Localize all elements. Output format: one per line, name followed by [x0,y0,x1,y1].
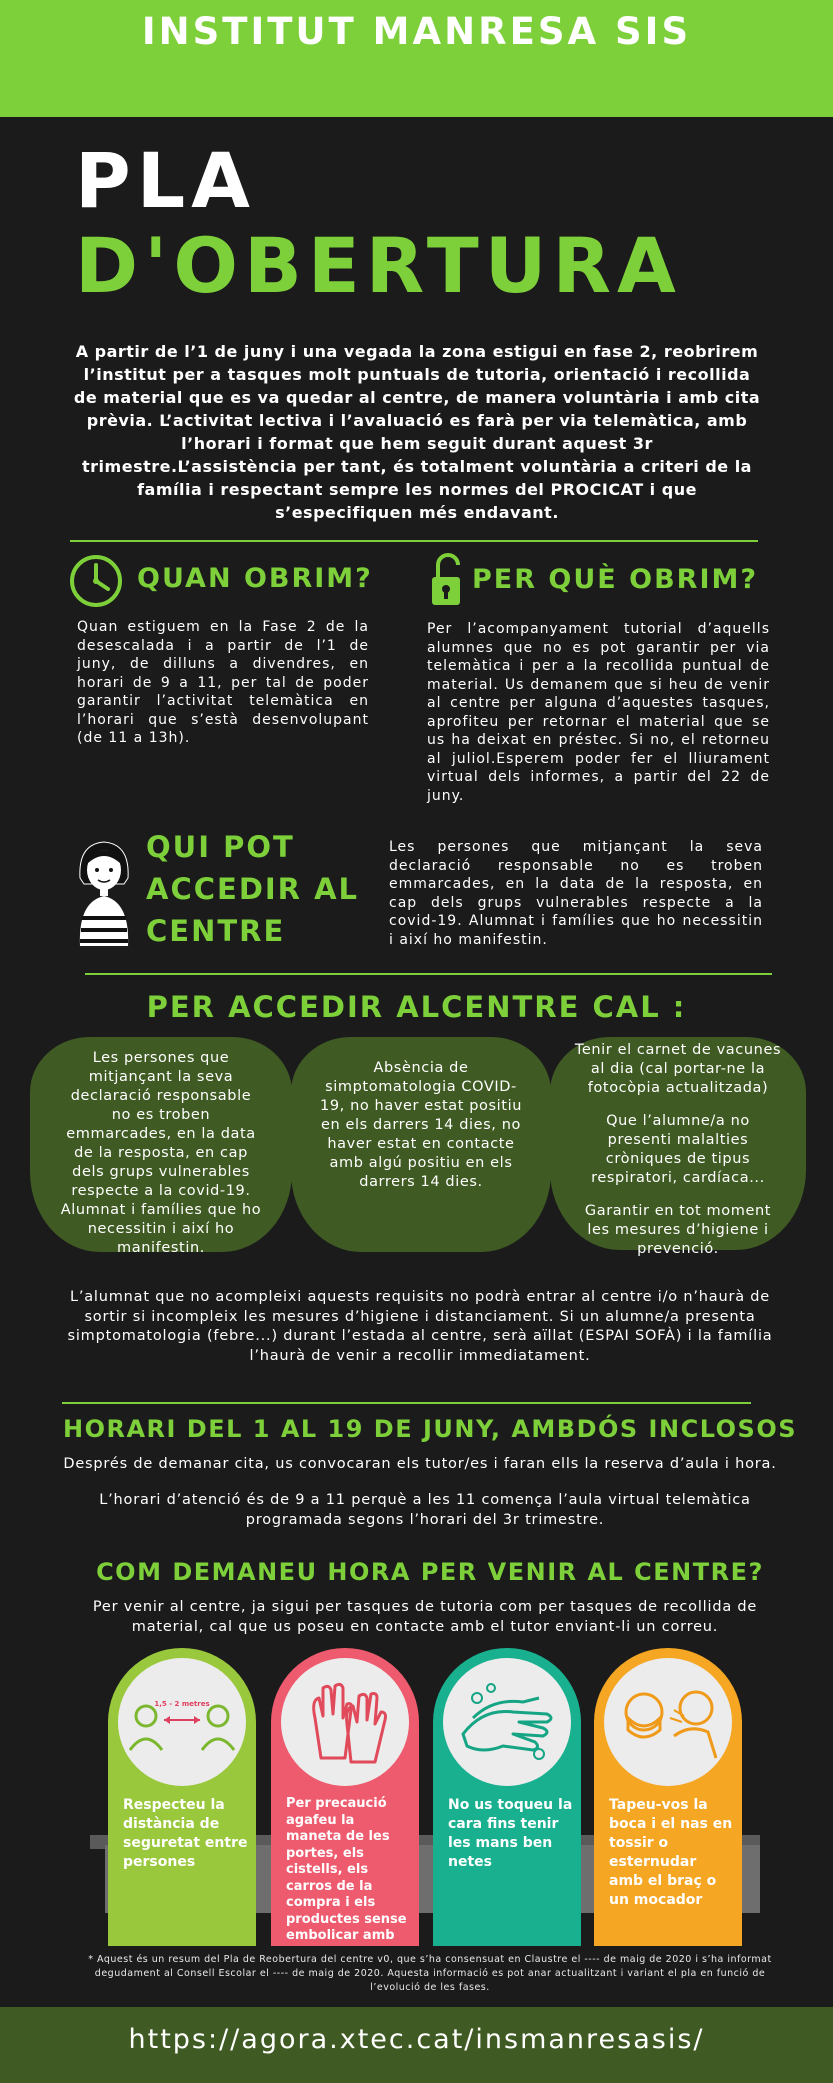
tip-text: Per precaució agafeu la maneta de les portes, els cistells, els carros de la compra i els productes sense embolicar amb [286,1796,407,1943]
when-text: Quan estiguem en la Fase 2 de la desescalada i a partir de l’1 de juny, de dilluns a divendres, en horari de 9 a 11, per tal de poder garantir l’activitat telemàtica en l’horari que s’està desenvolupant (de 11 a 13h). [77,619,369,746]
gloves-icon [281,1658,409,1786]
when-heading: QUAN OBRIM? [137,563,373,594]
requirement-text: Les persones que mitjançant la seva declaració responsable no es troben emmarcades, en la data de la resposta, en cap dels grups vulnerables respecte a la covid-19. Alumnat i famílies que ho necessitin i així ho manifestin. [60,1050,262,1256]
divider [62,1402,751,1404]
requirement-text: Absència de simptomatologia COVID-19, no haver estat positiu en els darrers 14 dies, no haver estat en contacte amb algú positiu en els darrers 14 dies. [320,1060,522,1190]
requirement-text: Que l’alumne/a no presenti malalties cròniques de tipus respiratori, cardíaca... [591,1113,765,1186]
clock-icon [68,553,124,609]
who-heading-line2: ACCEDIR AL [146,872,360,906]
requirement-text: Garantir en tot moment les mesures d’higiene i prevenció. [584,1203,772,1257]
footnote: * Aquest és un resum del Pla de Reobertura del centre v0, que s’ha consensuat en Claustre el ---- de maig de 2020 i s’ha informat degudament al Consell Escolar el ---- de maig de 2020. Aquesta informació es pot anar actualitzant i variant el pla en funció de l’evolució de les fases. [88,1954,772,1993]
footer-bar [0,2007,833,2083]
title-line1: PLA [75,136,256,225]
schedule-text-2: L’horari d’atenció és de 9 a 11 perquè a les 11 comença l’aula virtual telemàtica programada segons l’horari del 3r trimestre. [99,1492,751,1528]
tip-card-sneeze [594,1648,742,1946]
distance-icon [118,1658,246,1786]
who-text: Les persones que mitjançant la seva declaració responsable no es troben emmarcades, en la data de la resposta, en cap dels grups vulnerables respecte a la covid-19. Alumnat i famílies que ho necessitin i així ho manifestin. [389,839,763,948]
divider [70,540,758,542]
why-text: Per l’acompanyament tutorial d’aquells alumnes que no es pot garantir per via telemàtica i per a la recollida puntual de material. Us demanem que si heu de venir al centre per alguna d’aquestes tasques, aprofiteu per retornar el material que se us ha deixat en préstec. Si no, el retorneu al juliol.Esperem poder fer el lliurament virtual dels informes, a partir del 22 de juny. [427,621,770,804]
who-heading-line1: QUI POT [146,830,295,864]
distance-label: 1,5 - 2 metres [154,1700,210,1708]
schedule-text-1: Després de demanar cita, us convocaran els tutor/es i faran ells la reserva d’aula i hora. [63,1456,777,1472]
requirement-bubble-2 [291,1037,551,1252]
requirement-bubble-3 [550,1037,806,1257]
requirement-bubble-1 [30,1037,292,1256]
requirement-text: Tenir el carnet de vacunes al dia (cal portar-ne la fotocòpia actualitzada) [574,1042,782,1096]
tip-card-gloves [271,1648,419,1946]
requirements-heading: PER ACCEDIR ALCENTRE CAL : [146,990,687,1024]
warning-text: L’alumnat que no acompleixi aquests requisits no podrà entrar al centre i/o n’haurà de sortir si incompleix les mesures d’higiene i distanciament. Si un alumne/a presenta simptomatologia (febre...) durant l’estada al centre, serà aïllat (ESPAI SOFÀ) i la família l’haurà de venir a recollir immediatament. [67,1289,773,1364]
header-bar [0,0,833,117]
divider [85,973,772,975]
schedule-heading: HORARI DEL 1 AL 19 DE JUNY, AMBDÓS INCLOSOS [62,1415,797,1443]
website-link[interactable]: https://agora.xtec.cat/insmanresasis/ [128,2024,705,2055]
tip-text: No us toqueu la cara fins tenir les mans ben netes [448,1797,573,1870]
why-heading: PER QUÈ OBRIM? [472,564,759,595]
title-line2: D'OBERTURA [75,221,682,310]
who-heading [146,826,359,952]
tip-text: Tapeu-vos la boca i el nas en tossir o esternudar amb el braç o un mocador [609,1797,733,1908]
tip-card-handwash [433,1648,581,1946]
unlock-icon [428,553,468,609]
handwash-icon [443,1658,571,1786]
school-name: INSTITUT MANRESA SIS [141,10,692,53]
tip-text: Respecteu la distància de seguretat entre persones [123,1797,248,1870]
sneeze-icon [604,1658,732,1786]
who-heading-line3: CENTRE [146,914,286,948]
intro-paragraph: A partir de l’1 de juny i una vegada la zona estigui en fase 2, reobrirem l’institut per a tasques molt puntuals de tutoria, orientació i recollida de material que es va quedar al centre, de manera voluntària i amb cita prèvia. L’activitat lectiva i l’avaluació es farà per via telemàtica, amb l’horari i format que hem seguit durant aquest 3r trimestre.L’assistència per tant, és totalment voluntària a criteri de la família i respectant sempre les normes del PROCICAT i que s’especifiquen més endavant. [73,342,761,522]
appointment-heading: COM DEMANEU HORA PER VENIR AL CENTRE? [96,1558,764,1586]
student-icon [72,838,136,948]
tip-card-distance [108,1648,256,1946]
appointment-text: Per venir al centre, ja sigui per tasques de tutoria com per tasques de recollida de material, cal que us poseu en contacte amb el tutor enviant-li un correu. [92,1599,758,1635]
